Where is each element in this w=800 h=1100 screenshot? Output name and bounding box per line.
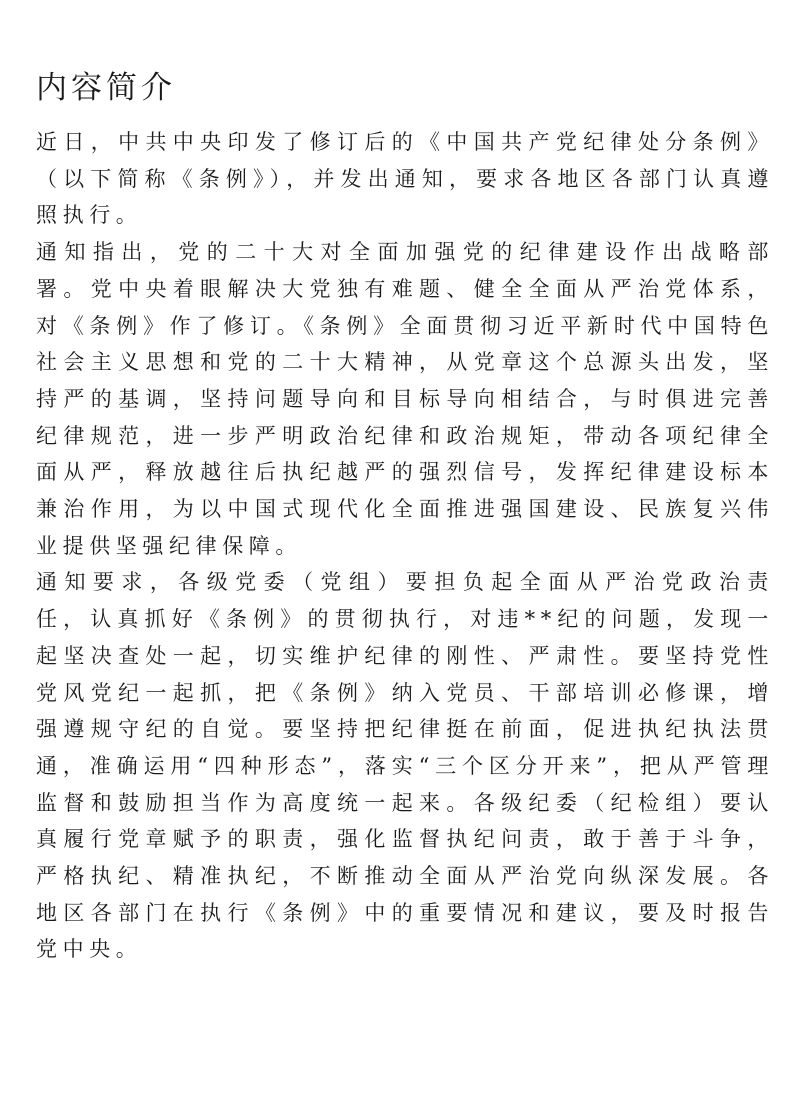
document-body [36, 124, 774, 968]
document-title: 内容简介 [36, 70, 176, 106]
paragraph-intro: 近日，中共中央印发了修订后的《中国共产党纪律处分条例》（以下简称《条例》），并发出通知，要求各地区各部门认真遵照执行。 [36, 130, 774, 228]
paragraph-notice-requirements: 通知要求，各级党委（党组）要担负起全面从严治党政治责任，认真抓好《条例》的贯彻执行，对违**纪的问题，发现一起坚决查处一起，切实维护纪律的刚性、严肃性。要坚持党性党风党纪一起抓，把《条例》纳入党员、干部培训必修课，增强遵规守纪的自觉。要坚持把纪律挺在前面，促进执纪执法贯通，准确运用“四种形态”，落实“三个区分开来”，把从严管理监督和鼓励担当作为高度统一起来。各级纪委（纪检组）要认真履行党章赋予的职责，强化监督执纪问责，敢于善于斗争，严格执纪、精准执纪，不断推动全面从严治党向纵深发展。各地区各部门在执行《条例》中的重要情况和建议，要及时报告党中央。 [36, 570, 774, 962]
paragraph-notice-points: 通知指出，党的二十大对全面加强党的纪律建设作出战略部署。党中央着眼解决大党独有难题、健全全面从严治党体系，对《条例》作了修订。《条例》全面贯彻习近平新时代中国特色社会主义思想和党的二十大精神，从党章这个总源头出发，坚持严的基调，坚持问题导向和目标导向相结合，与时俱进完善纪律规范，进一步严明政治纪律和政治规矩，带动各项纪律全面从严，释放越往后执纪越严的强烈信号，发挥纪律建设标本兼治作用，为以中国式现代化全面推进强国建设、民族复兴伟业提供坚强纪律保障。 [36, 240, 774, 558]
